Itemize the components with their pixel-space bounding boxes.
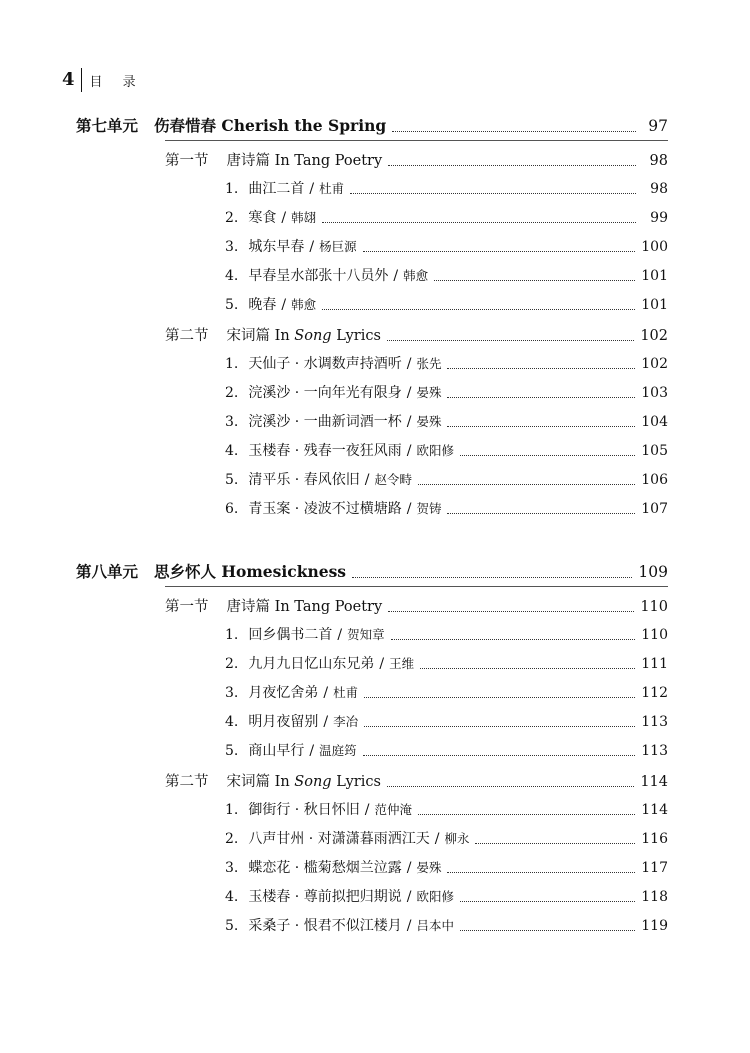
item-title: 月夜忆舍弟: [248, 685, 319, 701]
dot-leader: [322, 222, 636, 223]
page-ref: 106: [641, 472, 668, 488]
slash-separator: /: [364, 472, 370, 488]
dot-leader: [387, 340, 634, 341]
item-title: 早春呈水部张十八员外: [248, 268, 389, 284]
unit-divider: [165, 140, 668, 141]
dot-leader: [387, 786, 634, 787]
toc-item[interactable]: [225, 236, 668, 256]
page-ref: 114: [641, 802, 668, 818]
page-ref: 102: [641, 356, 668, 372]
item-author: 韩愈: [291, 297, 317, 312]
toc-item[interactable]: [225, 382, 668, 402]
item-title: 清平乐 · 春风依旧: [248, 472, 360, 488]
item-number: 3.: [225, 239, 239, 255]
page-ref: 113: [641, 743, 668, 759]
item-title: 寒食: [248, 210, 277, 226]
dot-leader: [460, 930, 635, 931]
item-author: 韩愈: [403, 268, 429, 283]
dot-leader: [363, 251, 636, 252]
dot-leader: [418, 484, 635, 485]
item-number: 4.: [225, 889, 239, 905]
item-number: 5.: [225, 918, 239, 934]
item-number: 4.: [225, 268, 239, 284]
item-author: 杜甫: [319, 181, 345, 196]
dot-leader: [364, 697, 635, 698]
slash-separator: /: [281, 210, 287, 226]
item-title: 晚春: [248, 297, 277, 313]
item-author: 李冶: [333, 714, 359, 729]
toc-item[interactable]: [225, 178, 668, 198]
item-title: 明月夜留别: [248, 714, 319, 730]
dot-leader: [434, 280, 635, 281]
page-ref: 111: [641, 656, 668, 672]
toc-section[interactable]: [165, 595, 668, 616]
toc-item[interactable]: [225, 740, 668, 760]
section-title-tail: Poetry: [334, 599, 383, 615]
section-title-cn: 宋词篇 In: [226, 328, 290, 344]
page-ref: 110: [641, 627, 668, 643]
unit-label: 第七单元: [76, 116, 139, 135]
item-number: 1.: [225, 181, 239, 197]
section-title-cn: 唐诗篇 In: [226, 153, 290, 169]
item-title: 玉楼春 · 残春一夜狂风雨: [248, 443, 402, 459]
slash-separator: /: [309, 743, 315, 759]
slash-separator: /: [309, 239, 315, 255]
item-author: 贺知章: [347, 627, 385, 642]
toc-item[interactable]: [225, 857, 668, 877]
toc-section[interactable]: [165, 149, 668, 170]
item-number: 5.: [225, 297, 239, 313]
unit-title: 思乡怀人 Homesickness: [154, 562, 347, 581]
item-title: 城东早春: [248, 239, 305, 255]
item-author: 王维: [389, 656, 415, 671]
unit-label: 第八单元: [76, 562, 139, 581]
item-number: 1.: [225, 356, 239, 372]
page-ref: 118: [641, 889, 668, 905]
item-author: 杜甫: [333, 685, 359, 700]
slash-separator: /: [406, 385, 412, 401]
section-title-en: Tang: [294, 153, 331, 169]
item-author: 欧阳修: [416, 889, 454, 904]
item-title: 天仙子 · 水调数声持酒听: [248, 356, 402, 372]
item-author: 晏殊: [416, 860, 442, 875]
item-author: 范仲淹: [374, 802, 412, 817]
item-title: 青玉案 · 凌波不过横塘路: [248, 501, 402, 517]
section-title-tail: Poetry: [334, 153, 383, 169]
dot-leader: [447, 368, 635, 369]
item-title: 曲江二首: [248, 181, 305, 197]
dot-leader: [388, 611, 634, 612]
slash-separator: /: [406, 860, 412, 876]
item-title: 商山早行: [248, 743, 305, 759]
toc-item[interactable]: [225, 799, 668, 819]
page-ref: 107: [641, 501, 668, 517]
page-ref: 114: [640, 774, 668, 790]
page-ref: 98: [650, 181, 668, 197]
dot-leader: [364, 726, 635, 727]
item-author: 晏殊: [416, 385, 442, 400]
dot-leader: [460, 901, 635, 902]
page-ref: 104: [641, 414, 668, 430]
dot-leader: [363, 755, 636, 756]
dot-leader: [460, 455, 635, 456]
item-author: 杨巨源: [319, 239, 357, 254]
toc-unit-8[interactable]: [76, 560, 668, 582]
page-ref: 116: [641, 831, 668, 847]
toc-section[interactable]: [165, 770, 668, 791]
section-title-cn: 宋词篇 In: [226, 774, 290, 790]
item-title: 蝶恋花 · 槛菊愁烟兰泣露: [248, 860, 402, 876]
item-title: 采桑子 · 恨君不似江楼月: [248, 918, 402, 934]
slash-separator: /: [379, 656, 385, 672]
slash-separator: /: [434, 831, 440, 847]
toc-item[interactable]: [225, 207, 668, 227]
item-number: 2.: [225, 656, 239, 672]
slash-separator: /: [364, 802, 370, 818]
page-ref: 98: [649, 153, 668, 169]
unit-title: 伤春惜春 Cherish the Spring: [154, 116, 387, 135]
slash-separator: /: [406, 918, 412, 934]
item-author: 韩翃: [291, 210, 317, 225]
section-label: 第一节: [165, 153, 209, 169]
item-number: 3.: [225, 685, 239, 701]
slash-separator: /: [393, 268, 399, 284]
dot-leader: [352, 577, 632, 578]
section-title-en: Song: [294, 774, 332, 790]
running-header: [62, 68, 144, 92]
dot-leader: [392, 131, 636, 132]
dot-leader: [418, 814, 635, 815]
item-number: 2.: [225, 831, 239, 847]
dot-leader: [447, 872, 635, 873]
page-ref: 109: [638, 563, 668, 581]
toc-section[interactable]: [165, 324, 668, 345]
item-title: 御街行 · 秋日怀旧: [248, 802, 360, 818]
page-ref: 99: [650, 210, 668, 226]
dot-leader: [391, 639, 636, 640]
item-author: 张先: [416, 356, 442, 371]
item-title: 浣溪沙 · 一向年光有限身: [248, 385, 402, 401]
section-title-en: Tang: [294, 599, 331, 615]
item-title: 浣溪沙 · 一曲新词酒一杯: [248, 414, 402, 430]
dot-leader: [388, 165, 636, 166]
dot-leader: [420, 668, 635, 669]
page-ref: 97: [648, 117, 668, 135]
toc-item[interactable]: [225, 498, 668, 518]
running-title: 目 录: [89, 74, 144, 90]
toc-item[interactable]: [225, 440, 668, 460]
page-ref: 101: [641, 268, 668, 284]
page-ref: 100: [641, 239, 668, 255]
item-number: 3.: [225, 414, 239, 430]
toc-item[interactable]: [225, 294, 668, 314]
item-title: 回乡偶书二首: [248, 627, 333, 643]
item-number: 5.: [225, 743, 239, 759]
item-author: 温庭筠: [319, 743, 357, 758]
page-ref: 119: [641, 918, 668, 934]
page-ref: 113: [641, 714, 668, 730]
item-number: 2.: [225, 210, 239, 226]
item-author: 欧阳修: [416, 443, 454, 458]
slash-separator: /: [281, 297, 287, 313]
toc-item[interactable]: [225, 353, 668, 373]
section-title-tail: Lyrics: [336, 774, 381, 790]
dot-leader: [447, 513, 635, 514]
item-author: 赵令畤: [374, 472, 412, 487]
section-title-tail: Lyrics: [336, 328, 381, 344]
page-ref: 101: [641, 297, 668, 313]
dot-leader: [322, 309, 635, 310]
item-number: 4.: [225, 443, 239, 459]
slash-separator: /: [406, 501, 412, 517]
page-ref: 105: [641, 443, 668, 459]
toc-item[interactable]: [225, 624, 668, 644]
toc-item[interactable]: [225, 828, 668, 848]
section-label: 第二节: [165, 328, 209, 344]
toc-unit-7[interactable]: [76, 114, 668, 136]
item-number: 6.: [225, 501, 239, 517]
item-number: 2.: [225, 385, 239, 401]
page-ref: 103: [641, 385, 668, 401]
toc-item[interactable]: [225, 682, 668, 702]
slash-separator: /: [337, 627, 343, 643]
item-author: 吕本中: [416, 918, 454, 933]
section-title-en: Song: [294, 328, 332, 344]
slash-separator: /: [309, 181, 315, 197]
page-ref: 110: [640, 599, 668, 615]
toc-item[interactable]: [225, 886, 668, 906]
item-number: 5.: [225, 472, 239, 488]
dot-leader: [447, 397, 635, 398]
toc-item[interactable]: [225, 265, 668, 285]
page-ref: 102: [640, 328, 668, 344]
section-label: 第二节: [165, 774, 209, 790]
dot-leader: [475, 843, 635, 844]
item-author: 柳永: [444, 831, 470, 846]
unit-divider: [165, 586, 668, 587]
section-label: 第一节: [165, 599, 209, 615]
toc-item[interactable]: [225, 653, 668, 673]
item-number: 3.: [225, 860, 239, 876]
item-title: 八声甘州 · 对潇潇暮雨洒江天: [248, 831, 430, 847]
item-number: 1.: [225, 627, 239, 643]
item-number: 4.: [225, 714, 239, 730]
slash-separator: /: [406, 889, 412, 905]
page-number: 4: [62, 68, 82, 92]
item-author: 贺铸: [416, 501, 442, 516]
slash-separator: /: [406, 414, 412, 430]
page-ref: 117: [641, 860, 668, 876]
slash-separator: /: [406, 356, 412, 372]
toc-item[interactable]: [225, 711, 668, 731]
slash-separator: /: [323, 714, 329, 730]
slash-separator: /: [406, 443, 412, 459]
toc-item[interactable]: [225, 411, 668, 431]
dot-leader: [350, 193, 636, 194]
item-title: 九月九日忆山东兄弟: [248, 656, 375, 672]
toc-item[interactable]: [225, 469, 668, 489]
toc-item[interactable]: [225, 915, 668, 935]
section-title-cn: 唐诗篇 In: [226, 599, 290, 615]
page-ref: 112: [641, 685, 668, 701]
item-author: 晏殊: [416, 414, 442, 429]
item-title: 玉楼春 · 尊前拟把归期说: [248, 889, 402, 905]
item-number: 1.: [225, 802, 239, 818]
dot-leader: [447, 426, 635, 427]
slash-separator: /: [323, 685, 329, 701]
